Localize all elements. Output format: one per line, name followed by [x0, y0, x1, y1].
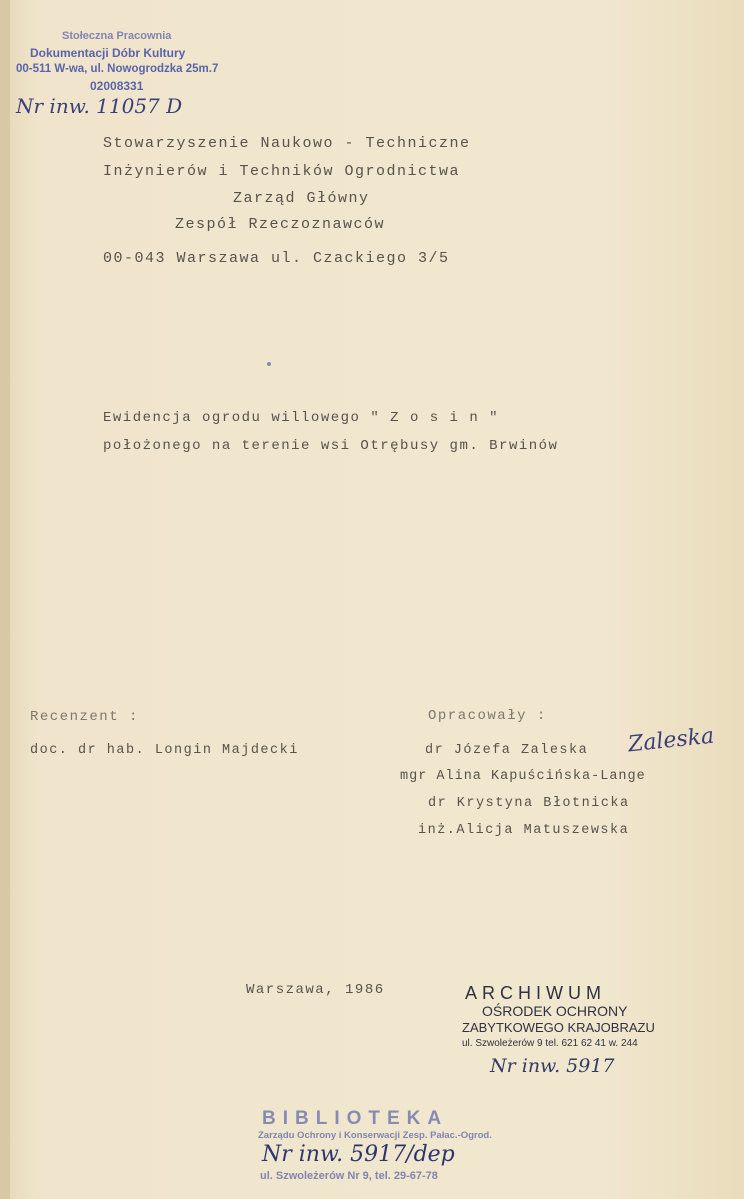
- library-stamp-line1: BIBLIOTEKA: [262, 1108, 449, 1129]
- reviewer-name: doc. dr hab. Longin Majdecki: [30, 743, 299, 758]
- handwritten-inventory-top: Nr inw. 11057 D: [16, 94, 183, 118]
- page-edge: [0, 0, 10, 1199]
- archive-stamp-line3: ZABYTKOWEGO KRAJOBRAZU: [462, 1020, 655, 1035]
- library-stamp-line3: ul. Szwoleżerów Nr 9, tel. 29-67-78: [260, 1170, 438, 1182]
- ink-dot: [267, 362, 271, 366]
- title-line1: Ewidencja ogrodu willowego " Z o s i n ": [103, 410, 500, 426]
- header-line3: Zarząd Główny: [233, 190, 370, 207]
- archive-stamp-line1: ARCHIWUM: [465, 983, 606, 1003]
- reviewer-label: Recenzent :: [30, 709, 139, 725]
- author-1: dr Józefa Zaleska: [425, 743, 589, 758]
- top-stamp-line2: Dokumentacji Dóbr Kultury: [30, 46, 186, 60]
- header-line4: Zespół Rzeczoznawców: [175, 216, 386, 233]
- archive-inventory-number: Nr inw. 5917: [490, 1055, 615, 1077]
- place-date: Warszawa, 1986: [246, 982, 385, 998]
- title-line2: położonego na terenie wsi Otrębusy gm. Brwinów: [103, 438, 559, 454]
- header-line2: Inżynierów i Techników Ogrodnictwa: [103, 163, 461, 180]
- header-address: 00-043 Warszawa ul. Czackiego 3/5: [103, 250, 450, 267]
- top-stamp-line3: 00-511 W-wa, ul. Nowogrodzka 25m.7: [16, 63, 219, 75]
- header-line1: Stowarzyszenie Naukowo - Techniczne: [103, 135, 471, 152]
- library-handwritten-number: Nr inw. 5917/dep: [262, 1142, 455, 1167]
- archive-stamp-line4: ul. Szwoleżerów 9 tel. 621 62 41 w. 244: [462, 1038, 638, 1049]
- author-signature: Zaleska: [626, 723, 716, 758]
- library-stamp-line2: Zarządu Ochrony i Konserwacji Zesp. Pałac.-Ogrod.: [258, 1130, 492, 1141]
- top-stamp-number: 02008331: [90, 79, 144, 93]
- top-stamp-line1: Stołeczna Pracownia: [62, 30, 172, 42]
- author-3: dr Krystyna Błotnicka: [428, 796, 630, 811]
- author-2: mgr Alina Kapuścińska-Lange: [400, 769, 646, 784]
- authors-label: Opracowały :: [428, 708, 547, 724]
- archive-stamp-line2: OŚRODEK OCHRONY: [482, 1003, 628, 1019]
- author-4: inż.Alicja Matuszewska: [418, 823, 630, 838]
